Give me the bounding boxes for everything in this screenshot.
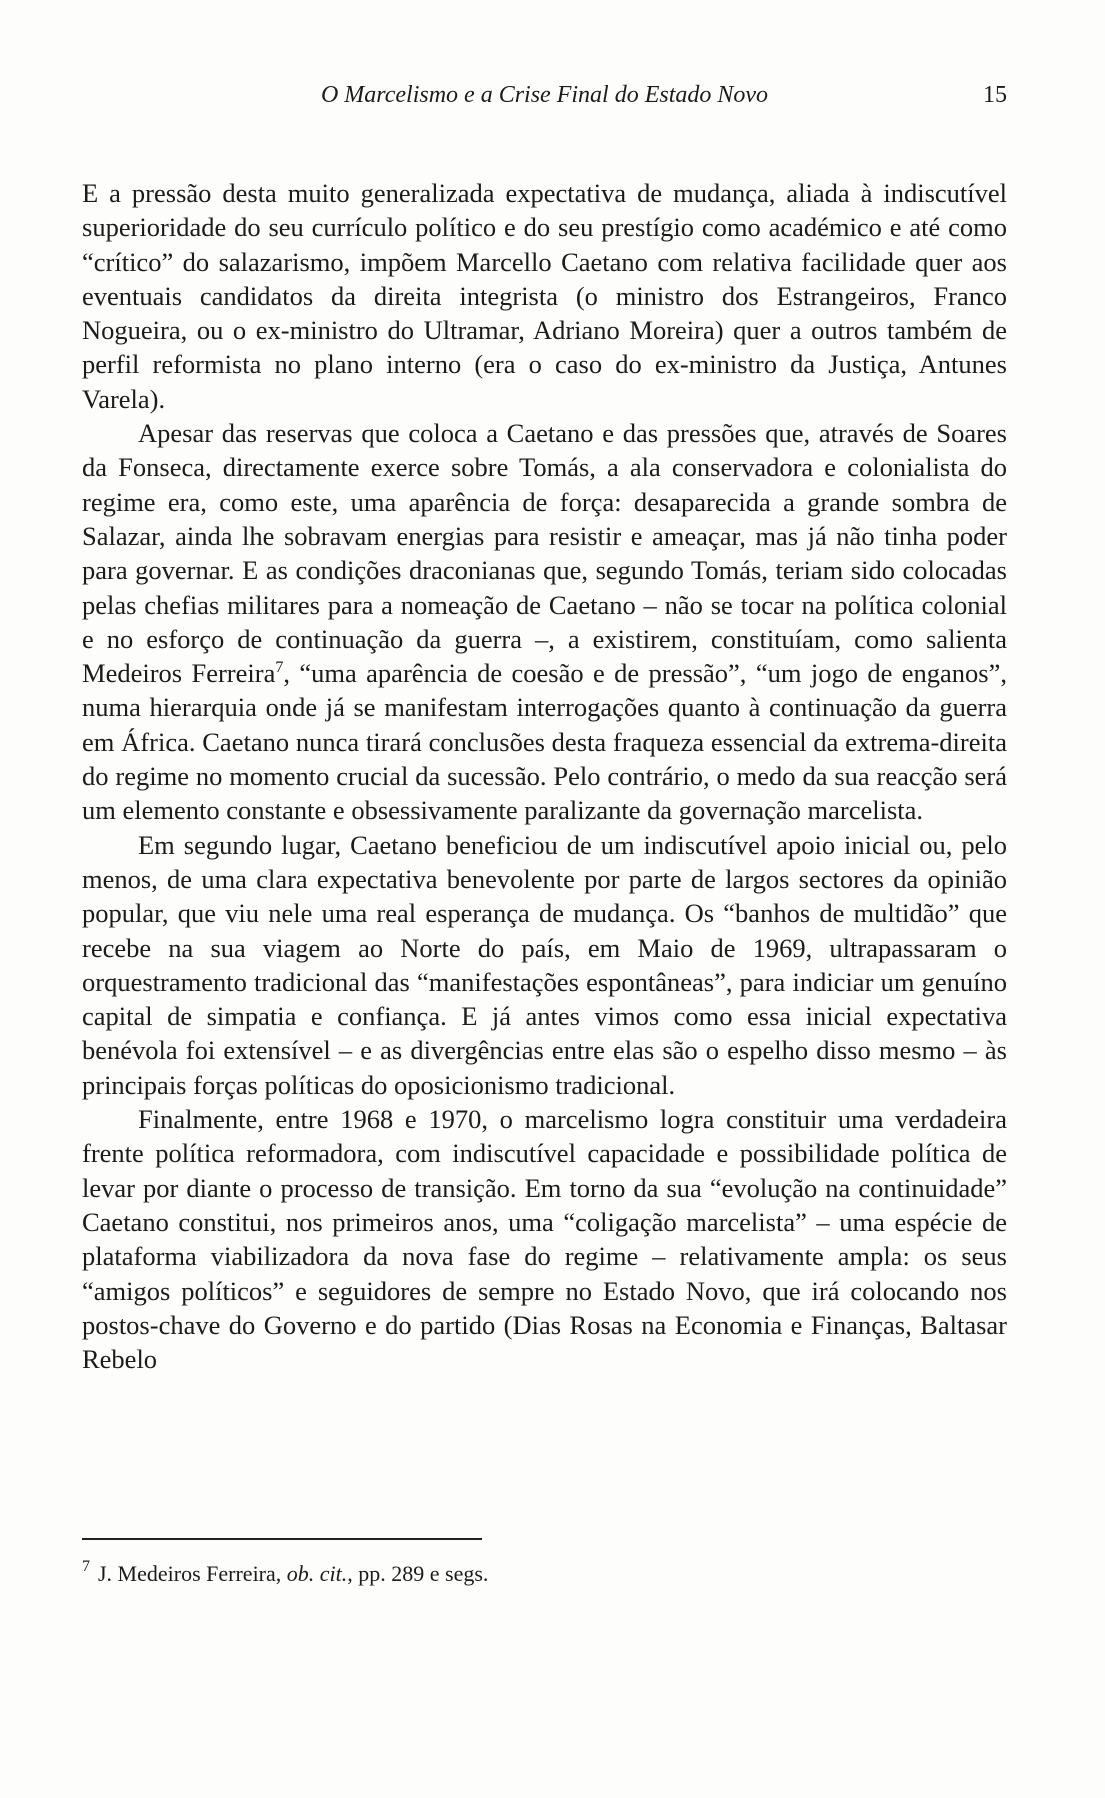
footnote: [82, 1552, 982, 1589]
paragraph-text: Apesar das reservas que coloca a Caetano e das pressões que, através de Soares da Fonseca, directamente exerce sobre Tomás, a ala conservadora e colonialista do regime era, como este, uma aparência de força: desaparecida a grande sombra de Salazar, ainda lhe sobravam energias para resistir e ameaçar, mas já não tinha poder para governar. E as condições draconianas que, segundo Tomás, teriam sido colocadas pelas chefias militares para a nomeação de Caetano – não se tocar na política colonial e no esforço de continuação da guerra –, a existirem, constituíam, como salienta Medeiros Ferreira: [82, 418, 1007, 689]
footnote-number: 7: [82, 1558, 90, 1575]
footnote-citation: ob. cit.: [286, 1561, 348, 1586]
paragraph: E a pressão desta muito generalizada expectativa de mudança, aliada à indiscutível superioridade do seu currículo político e do seu prestígio como académico e até como “crítico” do salazarismo, impõem Marcello Caetano com relativa facilidade quer aos eventuais candidatos da direita integrista (o ministro dos Estrangeiros, Franco Nogueira, ou o ex-ministro do Ultramar, Adriano Moreira) quer a outros também de perfil reformista no plano interno (era o caso do ex-ministro da Justiça, Antunes Varela).: [82, 178, 1007, 414]
footnote-separator: [82, 1538, 482, 1540]
page-number: 15: [983, 82, 1007, 108]
body-text: [82, 176, 1007, 1376]
paragraph: [82, 416, 1007, 828]
footnote-reference: 7: [275, 659, 284, 677]
footnote-pages: , pp. 289 e segs.: [347, 1561, 489, 1586]
paragraph: Em segundo lugar, Caetano beneficiou de um indiscutível apoio inicial ou, pelo menos, de uma clara expectativa benevolente por parte de largos sectores da opinião popular, que viu nele uma real esperança de mudança. Os “banhos de multidão” que recebe na sua viagem ao Norte do país, em Maio de 1969, ultrapassaram o orquestramento tradicional das “manifestações espontâneas”, para indiciar um genuíno capital de simpatia e confiança. E já antes vimos como essa inicial expectativa benévola foi extensível – e as divergências entre elas são o espelho disso mesmo – às principais forças políticas do oposicionismo tradicional.: [82, 829, 1007, 1100]
page-header: [82, 82, 1007, 122]
running-title: O Marcelismo e a Crise Final do Estado Novo: [320, 82, 769, 108]
footnote-text: J. Medeiros Ferreira,: [98, 1561, 287, 1586]
paragraph-text: , “uma aparência de coesão e de pressão”, “um jogo de enganos”, numa hierarquia onde já se manifestam interrogações quanto à continuação da guerra em África. Caetano nunca tirará conclusões desta fraqueza essencial da extrema-direita do regime no momento crucial da sucessão. Pelo contrário, o medo da sua reacção será um elemento constante e obsessivamente paralizante da governação marcelista.: [82, 658, 1007, 826]
paragraph: Finalmente, entre 1968 e 1970, o marcelismo logra constituir uma verdadeira frente política reformadora, com indiscutível capacidade e possibilidade política de levar por diante o processo de transição. Em torno da sua “evolução na continuidade” Caetano constitui, nos primeiros anos, uma “coligação marcelista” – uma espécie de plataforma viabilizadora da nova fase do regime – relativamente ampla: os seus “amigos políticos” e seguidores de sempre no Estado Novo, que irá colocando nos postos-chave do Governo e do partido (Dias Rosas na Economia e Finanças, Baltasar Rebelo: [82, 1104, 1007, 1375]
